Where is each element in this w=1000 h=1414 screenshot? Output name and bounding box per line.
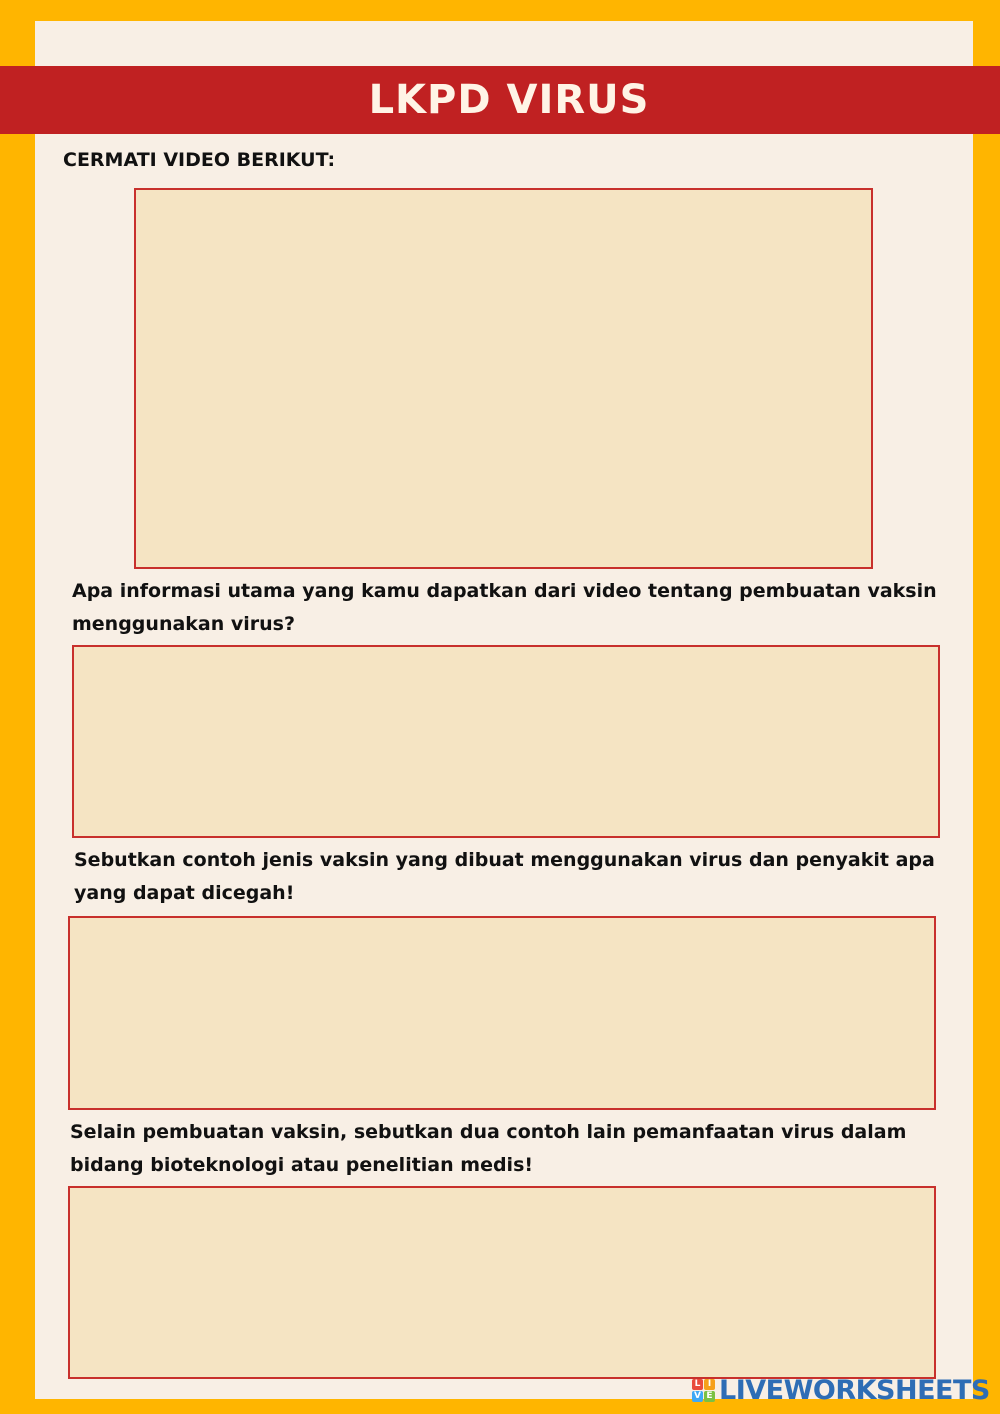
question-1 [72,575,937,641]
question-2-line-2: yang dapat dicegah! [74,882,295,904]
answer-box-2[interactable] [68,916,936,1110]
logo-letter-i: I [704,1379,715,1390]
logo-letter-l: L [692,1379,703,1390]
liveworksheets-brand[interactable] [692,1374,990,1406]
answer-box-3[interactable] [68,1186,936,1379]
question-3 [70,1116,906,1182]
page-title: LKPD VIRUS [368,77,650,123]
title-bar [0,66,1000,134]
liveworksheets-logo-icon [692,1379,715,1402]
answer-box-1[interactable] [72,645,940,838]
question-1-line-2: menggunakan virus? [72,613,296,635]
question-1-line-1: Apa informasi utama yang kamu dapatkan dari video tentang pembuatan vaksin [72,580,937,602]
question-2 [74,844,935,910]
question-3-line-2: bidang bioteknologi atau penelitian medis! [70,1154,534,1176]
logo-letter-e: E [704,1391,715,1402]
video-embed[interactable] [134,188,873,569]
video-instruction: CERMATI VIDEO BERIKUT: [63,149,336,171]
question-2-line-1: Sebutkan contoh jenis vaksin yang dibuat menggunakan virus dan penyakit apa [74,849,935,871]
logo-letter-v: V [692,1391,703,1402]
liveworksheets-wordmark: LIVEWORKSHEETS [719,1374,990,1406]
question-3-line-1: Selain pembuatan vaksin, sebutkan dua contoh lain pemanfaatan virus dalam [70,1121,907,1143]
